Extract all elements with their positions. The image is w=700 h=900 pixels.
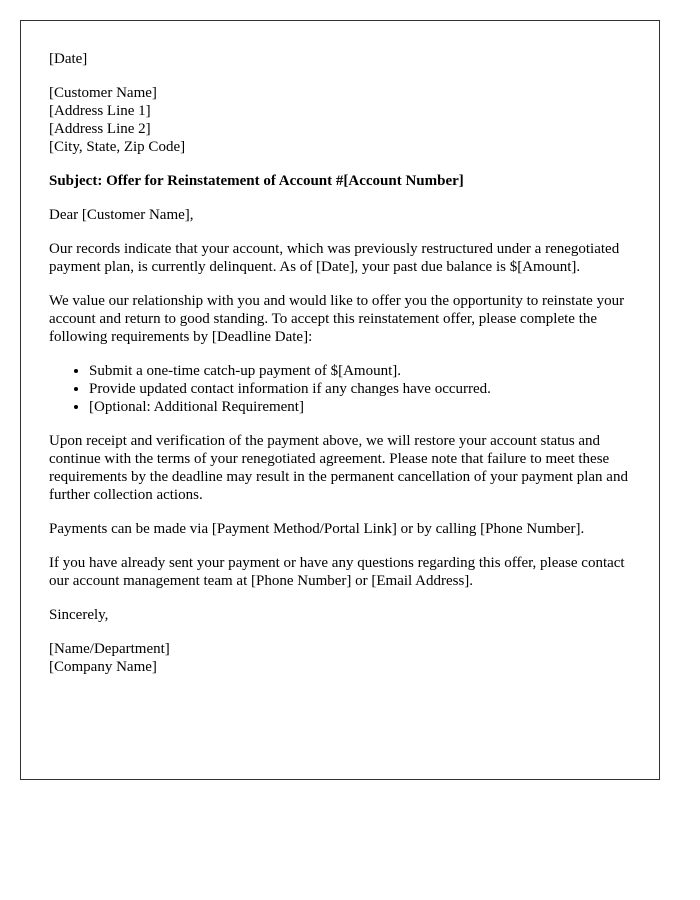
- paragraph-delinquency: Our records indicate that your account, which was previously restructured under a renegotiated payment plan, is currently delinquent. As of [Date], your past due balance is $[Amount].: [49, 241, 620, 275]
- letter-date-block: [49, 50, 631, 68]
- paragraph-offer: We value our relationship with you and would like to offer you the opportunity to reinstate your account and return to good standing. To accept this reinstatement offer, please complete the following requirements by [Deadline Date]:: [49, 293, 625, 345]
- signature-name-department: [Name/Department]: [49, 641, 170, 657]
- signature-company: [Company Name]: [49, 659, 157, 675]
- paragraph-terms: Upon receipt and verification of the payment above, we will restore your account status and continue with the terms of your renegotiated agreement. Please note that failure to meet these requirements by the deadline may result in the permanent cancellation of your payment plan and further collection actions.: [49, 433, 628, 503]
- recipient-name: [Customer Name]: [49, 85, 157, 101]
- requirements-list: [49, 362, 631, 416]
- recipient-address-line-1: [Address Line 1]: [49, 103, 151, 119]
- list-item: • Provide updated contact information if any changes have occurred.: [89, 380, 631, 398]
- recipient-address-line-2: [Address Line 2]: [49, 121, 151, 137]
- recipient-address-block: [49, 84, 631, 156]
- paragraph-contact: If you have already sent your payment or have any questions regarding this offer, please contact our account management team at [Phone Number] or [Email Address].: [49, 555, 625, 589]
- recipient-city-state-zip: [City, State, Zip Code]: [49, 139, 186, 155]
- letter-page: [20, 20, 660, 780]
- paragraph-payment-methods: Payments can be made via [Payment Method/Portal Link] or by calling [Phone Number].: [49, 521, 585, 537]
- signature-block: [49, 640, 631, 676]
- letter-subject: Subject: Offer for Reinstatement of Account #[Account Number]: [49, 173, 464, 189]
- letter-closing: Sincerely,: [49, 607, 109, 623]
- letter-date: [Date]: [49, 51, 88, 67]
- list-item: • Submit a one-time catch-up payment of $[Amount].: [89, 362, 631, 380]
- letter-salutation: Dear [Customer Name],: [49, 207, 194, 223]
- list-item: • [Optional: Additional Requirement]: [89, 398, 631, 416]
